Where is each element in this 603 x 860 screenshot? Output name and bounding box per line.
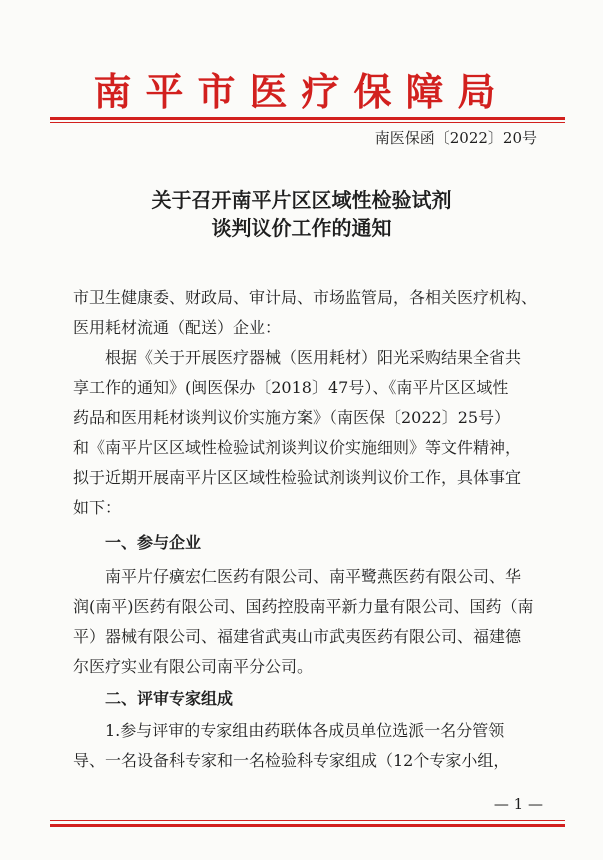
section-heading-1: 一、参与企业 <box>105 533 202 552</box>
body-line-15: 1.参与评审的专家组由药联体各成员单位选派一名分管领 <box>105 721 505 740</box>
body-line-6: 和《南平片区区域性检验试剂谈判议价实施细则》等文件精神， <box>73 438 522 457</box>
body-line-7: 拟于近期开展南平片区区域性检验试剂谈判议价工作，具体事宜 <box>73 468 522 487</box>
body-line-1: 市卫生健康委、财政局、审计局、市场监管局，各相关医疗机构、 <box>73 288 538 307</box>
header-rule-thin <box>50 122 565 123</box>
title-line-2: 谈判议价工作的通知 <box>211 216 392 240</box>
section-heading-2: 二、评审专家组成 <box>105 689 234 708</box>
body-line-2: 医用耗材流通（配送）企业： <box>73 318 282 337</box>
title-line-1: 关于召开南平片区区域性检验试剂 <box>151 188 452 212</box>
header-rule-thick <box>50 117 565 120</box>
body-line-8: 如下： <box>73 498 122 517</box>
body-line-13: 尔医疗实业有限公司南平分公司。 <box>73 657 314 676</box>
body-line-4: 享工作的通知》(闽医保办〔2018〕47号）、《南平片区区域性 <box>73 378 509 397</box>
body-line-3: 根据《关于开展医疗器械（医用耗材）阳光采购结果全省共 <box>105 348 522 367</box>
body-line-10: 南平片仔癀宏仁医药有限公司、南平鹭燕医药有限公司、华 <box>105 567 522 586</box>
body-line-5: 药品和医用耗材谈判议价实施方案》（南医保〔2022〕25号） <box>73 408 511 427</box>
body-line-11: 润(南平)医药有限公司、国药控股南平新力量有限公司、国药（南 <box>73 597 534 616</box>
agency-name: 南平市医疗保障局 <box>93 69 510 114</box>
page-number: — 1 — <box>493 795 543 813</box>
body-line-12: 平）器械有限公司、福建省武夷山市武夷医药有限公司、福建德 <box>73 627 522 646</box>
footer-rule-thick <box>50 824 565 827</box>
footer-rule-thin <box>50 820 565 821</box>
document-number: 南医保函〔2022〕20号 <box>374 129 537 147</box>
body-line-16: 导、一名设备科专家和一名检验科专家组成（12个专家小组， <box>73 751 510 770</box>
